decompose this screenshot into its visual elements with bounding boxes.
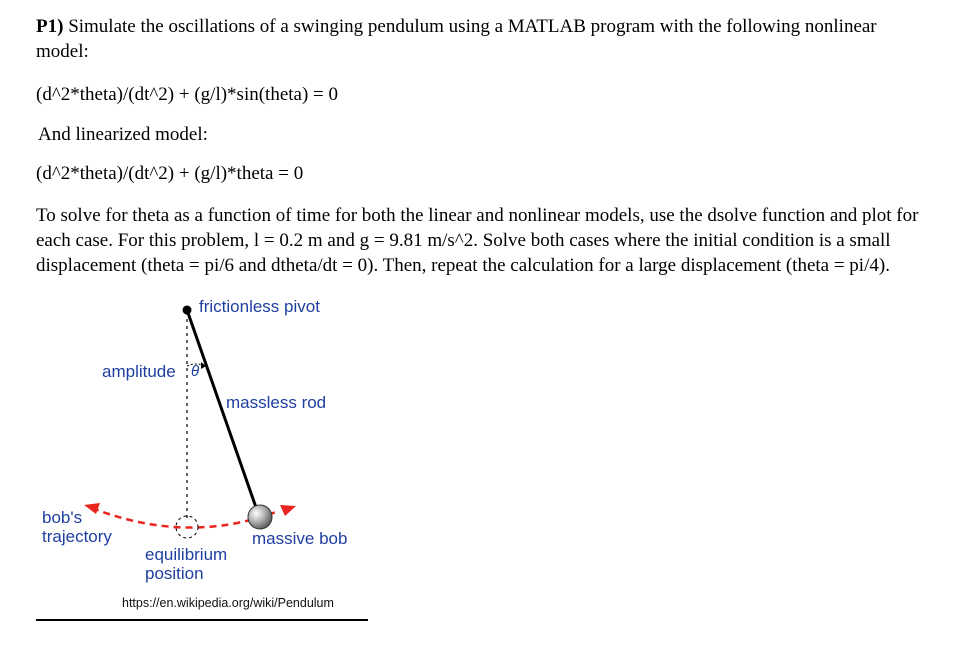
- problem-intro-text: Simulate the oscillations of a swinging pendulum using a MATLAB program with the following nonlinear: [63, 16, 877, 37]
- massless-rod: [187, 310, 259, 516]
- trajectory-label-line-2: trajectory: [42, 527, 112, 546]
- trajectory-right-arrow-icon: [280, 505, 296, 516]
- instruction-line-1: To solve for theta as a function of time for both the linear and nonlinear models, use the dsolve function and plot for: [36, 205, 919, 226]
- massive-bob: [248, 505, 272, 529]
- source-url: https://en.wikipedia.org/wiki/Pendulum: [122, 596, 334, 610]
- theta-symbol: θ: [191, 363, 200, 380]
- linearized-intro: And linearized model:: [38, 124, 208, 145]
- instruction-line-2: each case. For this problem, l = 0.2 m and g = 9.81 m/s^2. Solve both cases where the initial condition is a small: [36, 230, 891, 251]
- pivot-label: frictionless pivot: [199, 297, 320, 316]
- problem-label: P1): [36, 16, 64, 37]
- pivot-point: [183, 306, 192, 315]
- bottom-rule: [36, 619, 368, 621]
- linear-equation: (d^2*theta)/(dt^2) + (g/l)*theta = 0: [36, 163, 304, 184]
- nonlinear-equation: (d^2*theta)/(dt^2) + (g/l)*sin(theta) = 0: [36, 84, 339, 105]
- instruction-line-3: displacement (theta = pi/6 and dtheta/dt = 0). Then, repeat the calculation for a large displacement (theta = pi/4).: [36, 255, 890, 276]
- equilibrium-label-line-1: equilibrium: [145, 545, 228, 564]
- equilibrium-label-line-2: position: [145, 564, 204, 583]
- trajectory-label-line-1: bob's: [42, 508, 83, 527]
- rod-label: massless rod: [226, 393, 327, 412]
- amplitude-label: amplitude: [102, 362, 176, 381]
- problem-intro-line-2: model:: [36, 41, 89, 62]
- trajectory-left-arrow-icon: [84, 503, 100, 514]
- bob-label: massive bob: [252, 529, 348, 548]
